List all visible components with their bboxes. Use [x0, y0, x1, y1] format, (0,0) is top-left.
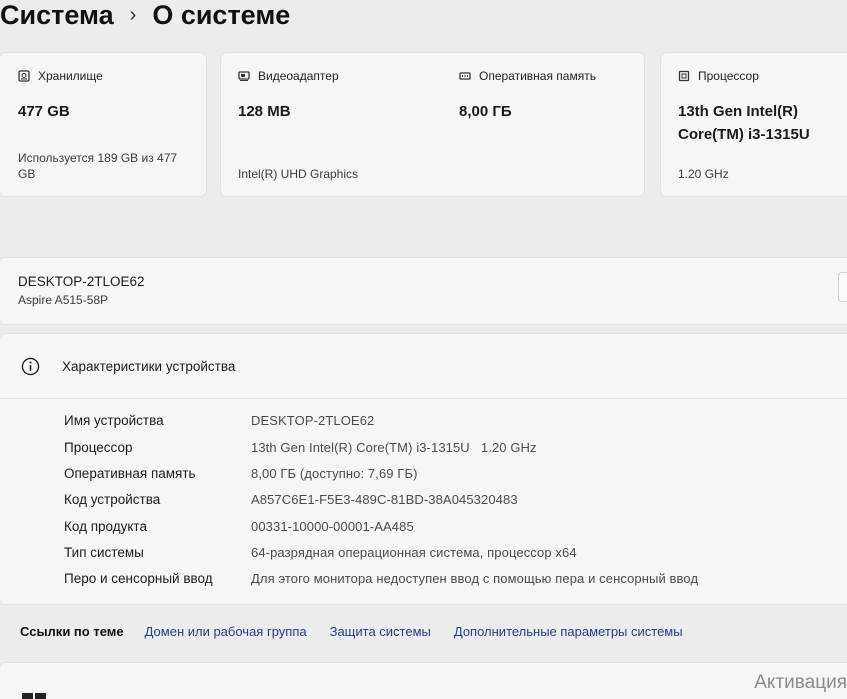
spec-label-product-id: Код продукта — [64, 519, 147, 534]
cpu-label: Процессор — [698, 69, 759, 83]
spec-label-device-name: Имя устройства — [64, 413, 164, 428]
device-specs-header[interactable] — [0, 334, 847, 399]
cpu-card[interactable] — [660, 52, 847, 197]
storage-usage-line2: GB — [18, 167, 36, 181]
cpu-frequency: 1.20 GHz — [678, 167, 729, 181]
link-advanced-system-settings[interactable]: Дополнительные параметры системы — [453, 624, 683, 639]
spec-value-product-id: 00331-10000-00001-AA485 — [251, 519, 414, 534]
spec-label-device-id: Код устройства — [64, 492, 161, 507]
gpu-model: Intel(R) UHD Graphics — [238, 167, 359, 181]
gpu-icon — [238, 70, 250, 82]
link-domain-workgroup[interactable]: Домен или рабочая группа — [144, 624, 307, 639]
spec-label-ram: Оперативная память — [64, 466, 196, 481]
gpu-value: 128 MB — [238, 103, 291, 120]
related-links-label: Ссылки по теме — [20, 624, 124, 639]
spec-label-pen-touch: Перо и сенсорный ввод — [64, 571, 213, 586]
device-specs-card — [0, 333, 847, 605]
ram-value: 8,00 ГБ — [459, 103, 512, 120]
chevron-right-icon: › — [129, 3, 137, 26]
storage-usage-line1: Используется 189 GB из 477 — [18, 151, 178, 165]
storage-card[interactable] — [0, 52, 207, 197]
gpu-header — [238, 69, 339, 83]
device-name-card — [0, 257, 847, 325]
activation-watermark: Активация — [754, 672, 847, 693]
windows-spec-card[interactable] — [0, 662, 847, 699]
storage-icon — [18, 70, 30, 82]
page-title: О системе — [152, 0, 291, 30]
related-links — [20, 624, 706, 639]
rename-button[interactable] — [838, 272, 847, 302]
cpu-icon — [678, 70, 690, 82]
cpu-value-line1: 13th Gen Intel(R) — [678, 103, 799, 120]
spec-value-ram: 8,00 ГБ (доступно: 7,69 ГБ) — [251, 466, 418, 481]
windows-logo-icon — [22, 693, 46, 699]
cpu-header — [678, 69, 759, 83]
ram-label: Оперативная память — [479, 69, 596, 83]
gpu-label: Видеоадаптер — [258, 69, 339, 83]
breadcrumb-system[interactable]: Система — [0, 0, 114, 30]
storage-label: Хранилище — [38, 69, 103, 83]
ram-icon — [459, 70, 471, 82]
spec-label-processor: Процессор — [64, 440, 133, 455]
ram-header — [459, 69, 596, 83]
device-model: Aspire A515-58P — [18, 293, 109, 307]
gpu-ram-card[interactable] — [220, 52, 645, 197]
breadcrumb — [0, 0, 290, 36]
cpu-value-line2: Core(TM) i3-1315U — [678, 126, 810, 143]
storage-header — [18, 69, 103, 83]
spec-value-device-id: A857C6E1-F5E3-489C-81BD-38A045320483 — [251, 492, 518, 507]
spec-value-processor: 13th Gen Intel(R) Core(TM) i3-1315U 1.20 GHz — [251, 440, 537, 455]
device-name: DESKTOP-2TLOE62 — [18, 274, 145, 289]
spec-value-system-type: 64-разрядная операционная система, процессор x64 — [251, 545, 577, 560]
spec-value-device-name: DESKTOP-2TLOE62 — [251, 413, 375, 428]
device-specs-title: Характеристики устройства — [62, 359, 236, 374]
spec-label-system-type: Тип системы — [64, 545, 144, 560]
info-icon — [21, 357, 40, 376]
spec-value-pen-touch: Для этого монитора недоступен ввод с помощью пера и сенсорный ввод — [251, 571, 699, 586]
storage-value: 477 GB — [18, 103, 70, 120]
link-system-protection[interactable]: Защита системы — [329, 624, 431, 639]
